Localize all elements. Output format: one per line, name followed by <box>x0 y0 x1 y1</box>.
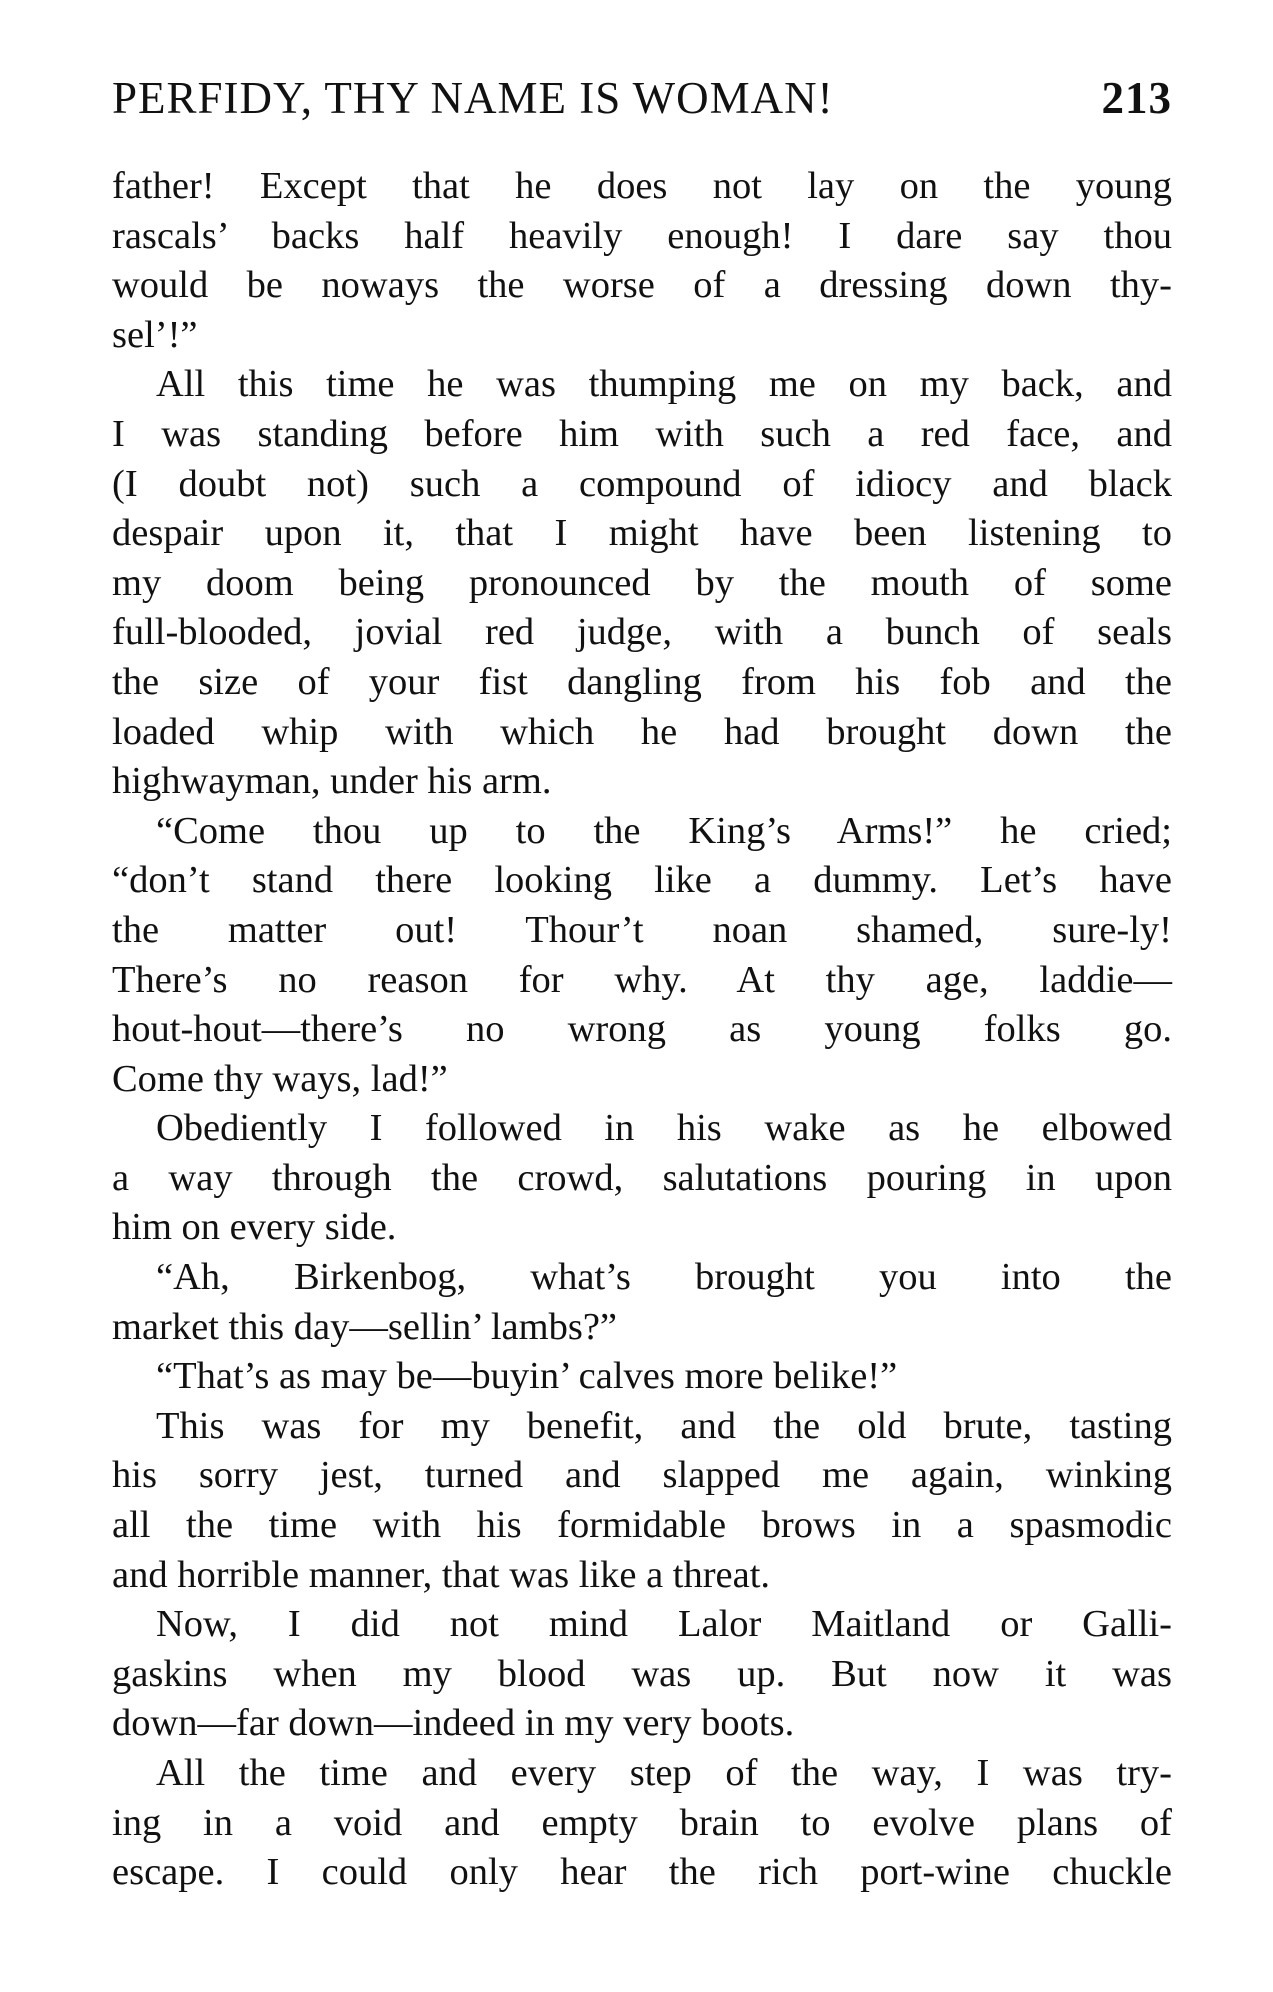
text-line: his sorry jest, turned and slapped me again, winking <box>112 1454 1172 1497</box>
body-text <box>112 162 1172 1898</box>
text-line: him on every side. <box>112 1206 397 1249</box>
text-line: There’s no reason for why. At thy age, laddie— <box>112 958 1172 1001</box>
text-line: “That’s as may be—buyin’ calves more belike!” <box>156 1355 898 1398</box>
text-line: Now, I did not mind Lalor Maitland or Galli- <box>156 1603 1172 1646</box>
text-line: Come thy ways, lad!” <box>112 1057 448 1100</box>
page-number: 213 <box>1101 73 1172 123</box>
text-line: would be noways the worse of a dressing down thy- <box>112 264 1172 307</box>
paragraph <box>112 1253 1172 1352</box>
text-line: despair upon it, that I might have been listening to <box>112 512 1172 555</box>
paragraph <box>112 360 1172 806</box>
text-line: “Come thou up to the King’s Arms!” he cried; <box>156 809 1172 852</box>
text-line: loaded whip with which he had brought down the <box>112 710 1172 753</box>
text-line: highwayman, under his arm. <box>112 760 552 803</box>
paragraph <box>112 807 1172 1105</box>
paragraph <box>112 1600 1172 1749</box>
text-line: a way through the crowd, salutations pouring in upon <box>112 1156 1172 1199</box>
text-line: gaskins when my blood was up. But now it was <box>112 1652 1172 1695</box>
text-line: my doom being pronounced by the mouth of some <box>112 561 1172 604</box>
text-line: the size of your fist dangling from his fob and the <box>112 660 1172 703</box>
paragraph <box>112 162 1172 360</box>
text-line: father! Except that he does not lay on the young <box>112 165 1172 207</box>
paragraph <box>112 1104 1172 1253</box>
text-line: “don’t stand there looking like a dummy. Let’s have <box>112 859 1172 902</box>
page-header <box>112 68 1172 128</box>
paragraph <box>112 1402 1172 1600</box>
text-line: rascals’ backs half heavily enough! I dare say thou <box>112 214 1172 257</box>
text-line: sel’!” <box>112 313 198 356</box>
paragraph <box>112 1352 1172 1402</box>
text-line: escape. I could only hear the rich port-wine chuckle <box>112 1851 1172 1894</box>
text-line: “Ah, Birkenbog, what’s brought you into the <box>156 1256 1172 1299</box>
text-line: This was for my benefit, and the old brute, tasting <box>156 1404 1172 1447</box>
text-line: All the time and every step of the way, I was try- <box>156 1752 1172 1794</box>
text-line: down—far down—indeed in my very boots. <box>112 1702 795 1745</box>
text-line: full-blooded, jovial red judge, with a bunch of seals <box>112 611 1172 654</box>
text-line: Obediently I followed in his wake as he elbowed <box>156 1107 1172 1150</box>
text-line: and horrible manner, that was like a threat. <box>112 1553 771 1596</box>
text-line: I was standing before him with such a red face, and <box>112 412 1172 455</box>
running-title: PERFIDY, THY NAME IS WOMAN! <box>112 73 834 123</box>
text-line: hout-hout—there’s no wrong as young folks go. <box>112 1008 1172 1051</box>
text-line: market this day—sellin’ lambs?” <box>112 1305 617 1348</box>
text-line: all the time with his formidable brows in a spasmodic <box>112 1504 1172 1547</box>
text-line: ing in a void and empty brain to evolve plans of <box>112 1801 1172 1844</box>
text-line: (I doubt not) such a compound of idiocy and black <box>112 462 1172 505</box>
text-line: All this time he was thumping me on my back, and <box>156 363 1172 406</box>
paragraph <box>112 1749 1172 1898</box>
text-line: the matter out! Thour’t noan shamed, sure-ly! <box>112 908 1172 951</box>
